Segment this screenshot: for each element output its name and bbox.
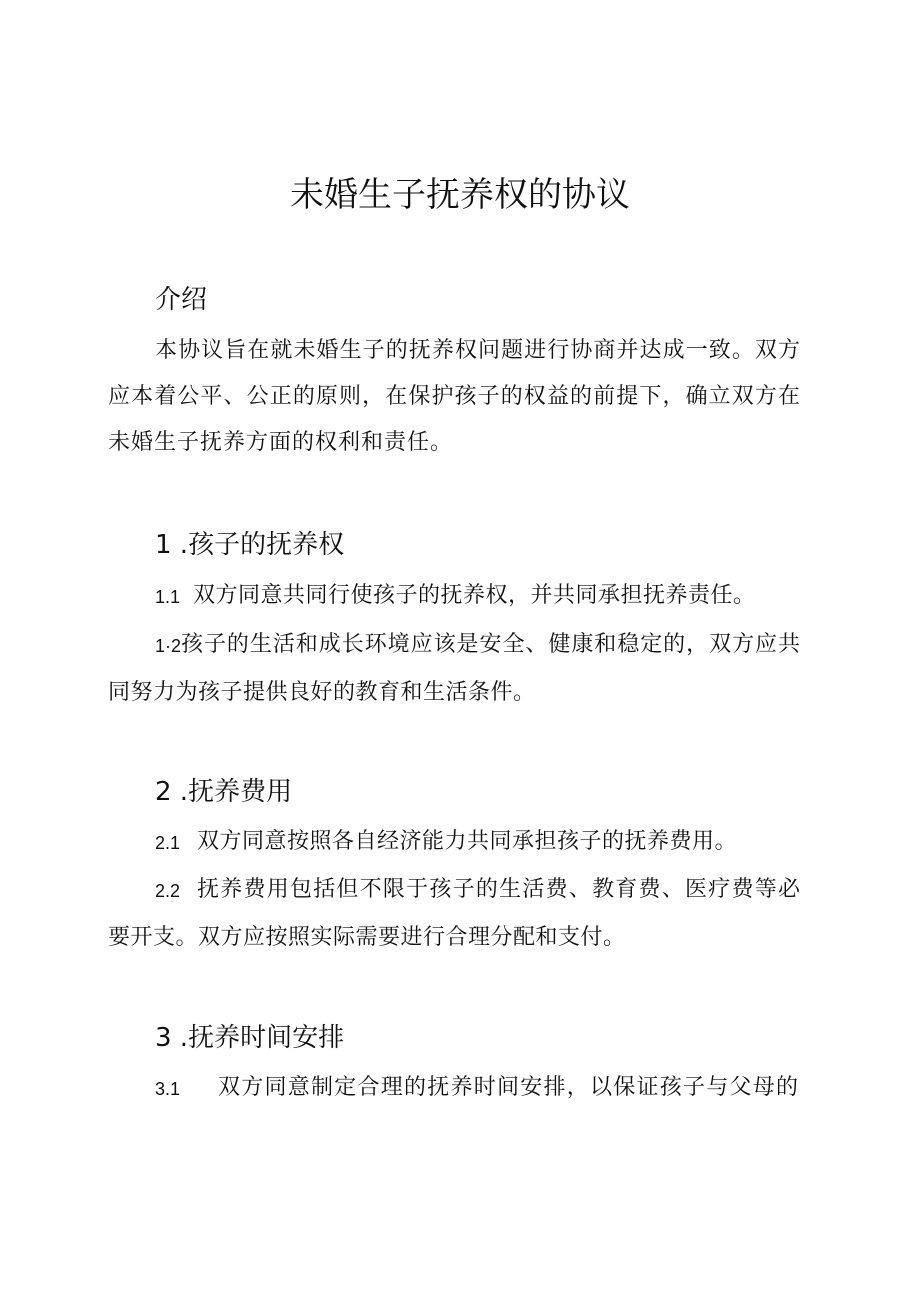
intro-heading: 介绍 [155,285,208,315]
section-1-heading: 1 .孩子的抚养权 [155,530,345,560]
clause-text: 双方同意制定合理的抚养时间安排，以保证孩子与父母的 [218,1075,798,1100]
clause-text: 双方同意共同行使孩子的抚养权，并共同承担抚养责任。 [193,583,756,608]
clause-number: 2.1 [155,833,181,853]
clause-text: 要开支。双方应按照实际需要进行合理分配和支付。 [108,925,626,950]
intro-line: 本协议旨在就未婚生子的抚养权问题进行协商并达成一致。双方 [155,338,800,363]
clause-number: 2.2 [155,881,181,901]
clause-number: 3.1 [155,1079,181,1099]
clause-number: 1·2 [155,636,182,656]
clause-number: 1.1 [155,587,181,607]
section-3-heading: 3 .抚养时间安排 [155,1023,345,1053]
clause-text: 抚养费用包括但不限于孩子的生活费、教育费、医疗费等必 [197,877,800,902]
intro-line: 未婚生子抚养方面的权利和责任。 [108,430,454,455]
section-2-heading: 2 .抚养费用 [155,777,293,807]
clause-text: 同努力为孩子提供良好的教育和生活条件。 [108,680,536,705]
intro-line: 应本着公平、公正的原则，在保护孩子的权益的前提下，确立双方在 [108,384,800,409]
clause-text: 双方同意按照各自经济能力共同承担孩子的抚养费用。 [197,829,738,854]
clause-text: 孩子的生活和成长环境应该是安全、健康和稳定的，双方应共 [181,632,800,657]
document-title: 未婚生子抚养权的协议 [290,175,630,215]
